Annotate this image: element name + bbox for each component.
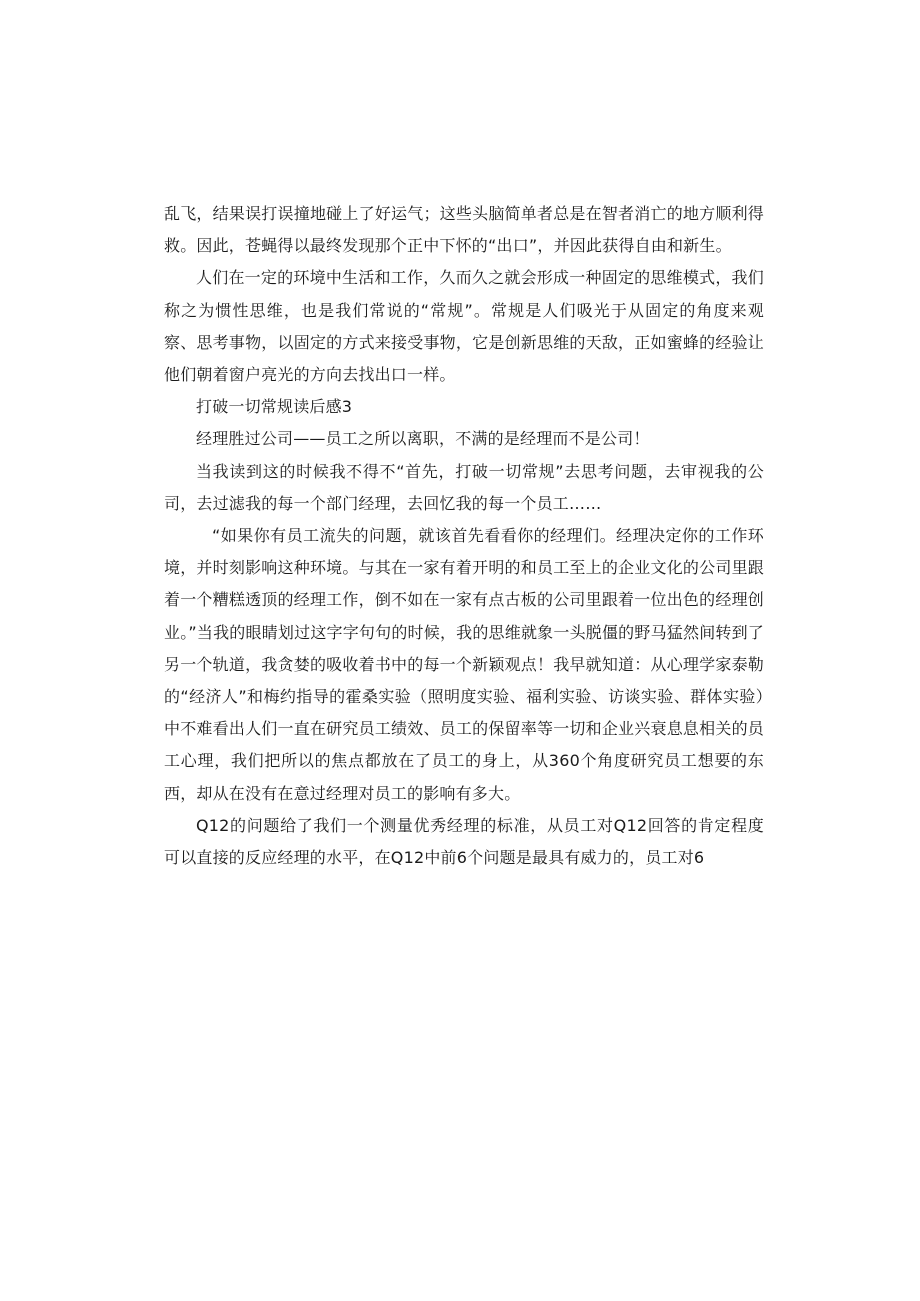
paragraph-reading-reflection: 当我读到这的时候我不得不“首先，打破一切常规”去思考问题，去审视我的公司，去过滤我的每一个部门经理，去回忆我的每一个员工…… xyxy=(164,461,764,513)
paragraph-inertial-thinking: 人们在一定的环境中生活和工作，久而久之就会形成一种固定的思维模式，我们称之为惯性思维，也是我们常说的“常规”。常规是人们吸光于从固定的角度来观察、思考事物，以固定的方式来接受事物，它是创新思维的天敌，正如蜜蜂的经验让他们朝着窗户亮光的方向去找出口一样。 xyxy=(164,268,764,385)
paragraph-quote-employee-loss: “如果你有员工流失的问题，就该首先看看你的经理们。经理决定你的工作环境，并时刻影响这种环境。与其在一家有着开明的和员工至上的企业文化的公司里跟着一个糟糕透顶的经理工作，倒不如在一家有点古板的公司里跟着一位出色的经理创业。”当我的眼睛划过这字字句句的时候，我的思维就象一头脱僵的野马猛然间转到了另一个轨道，我贪婪的吸收着书中的每一个新颖观点！我早就知道：从心理学家泰勒的“经济人”和梅约指导的霍桑实验（照明度实验、福利实验、访谈实验、群体实验）中不难看出人们一直在研究员工绩效、员工的保留率等一切和企业兴衰息息相关的员工心理，我们把所以的焦点都放在了员工的身上，从360个角度研究员工想要的东西，却从在没有在意过经理对员工的影响有多大。 xyxy=(164,526,764,803)
paragraph-q12: Q12的问题给了我们一个测量优秀经理的标准，从员工对Q12回答的肯定程度可以直接的反应经理的水平，在Q12中前6个问题是最具有威力的，员工对6 xyxy=(164,815,764,868)
paragraph-continuation: 乱飞，结果误打误撞地碰上了好运气；这些头脑简单者总是在智者消亡的地方顺利得救。因此，苍蝇得以最终发现那个正中下怀的“出口”，并因此获得自由和新生。 xyxy=(164,204,764,256)
document-body xyxy=(164,198,764,874)
section-heading: 打破一切常规读后感3 xyxy=(196,397,353,417)
paragraph-manager-over-company: 经理胜过公司——员工之所以离职，不满的是经理而不是公司！ xyxy=(196,429,650,449)
